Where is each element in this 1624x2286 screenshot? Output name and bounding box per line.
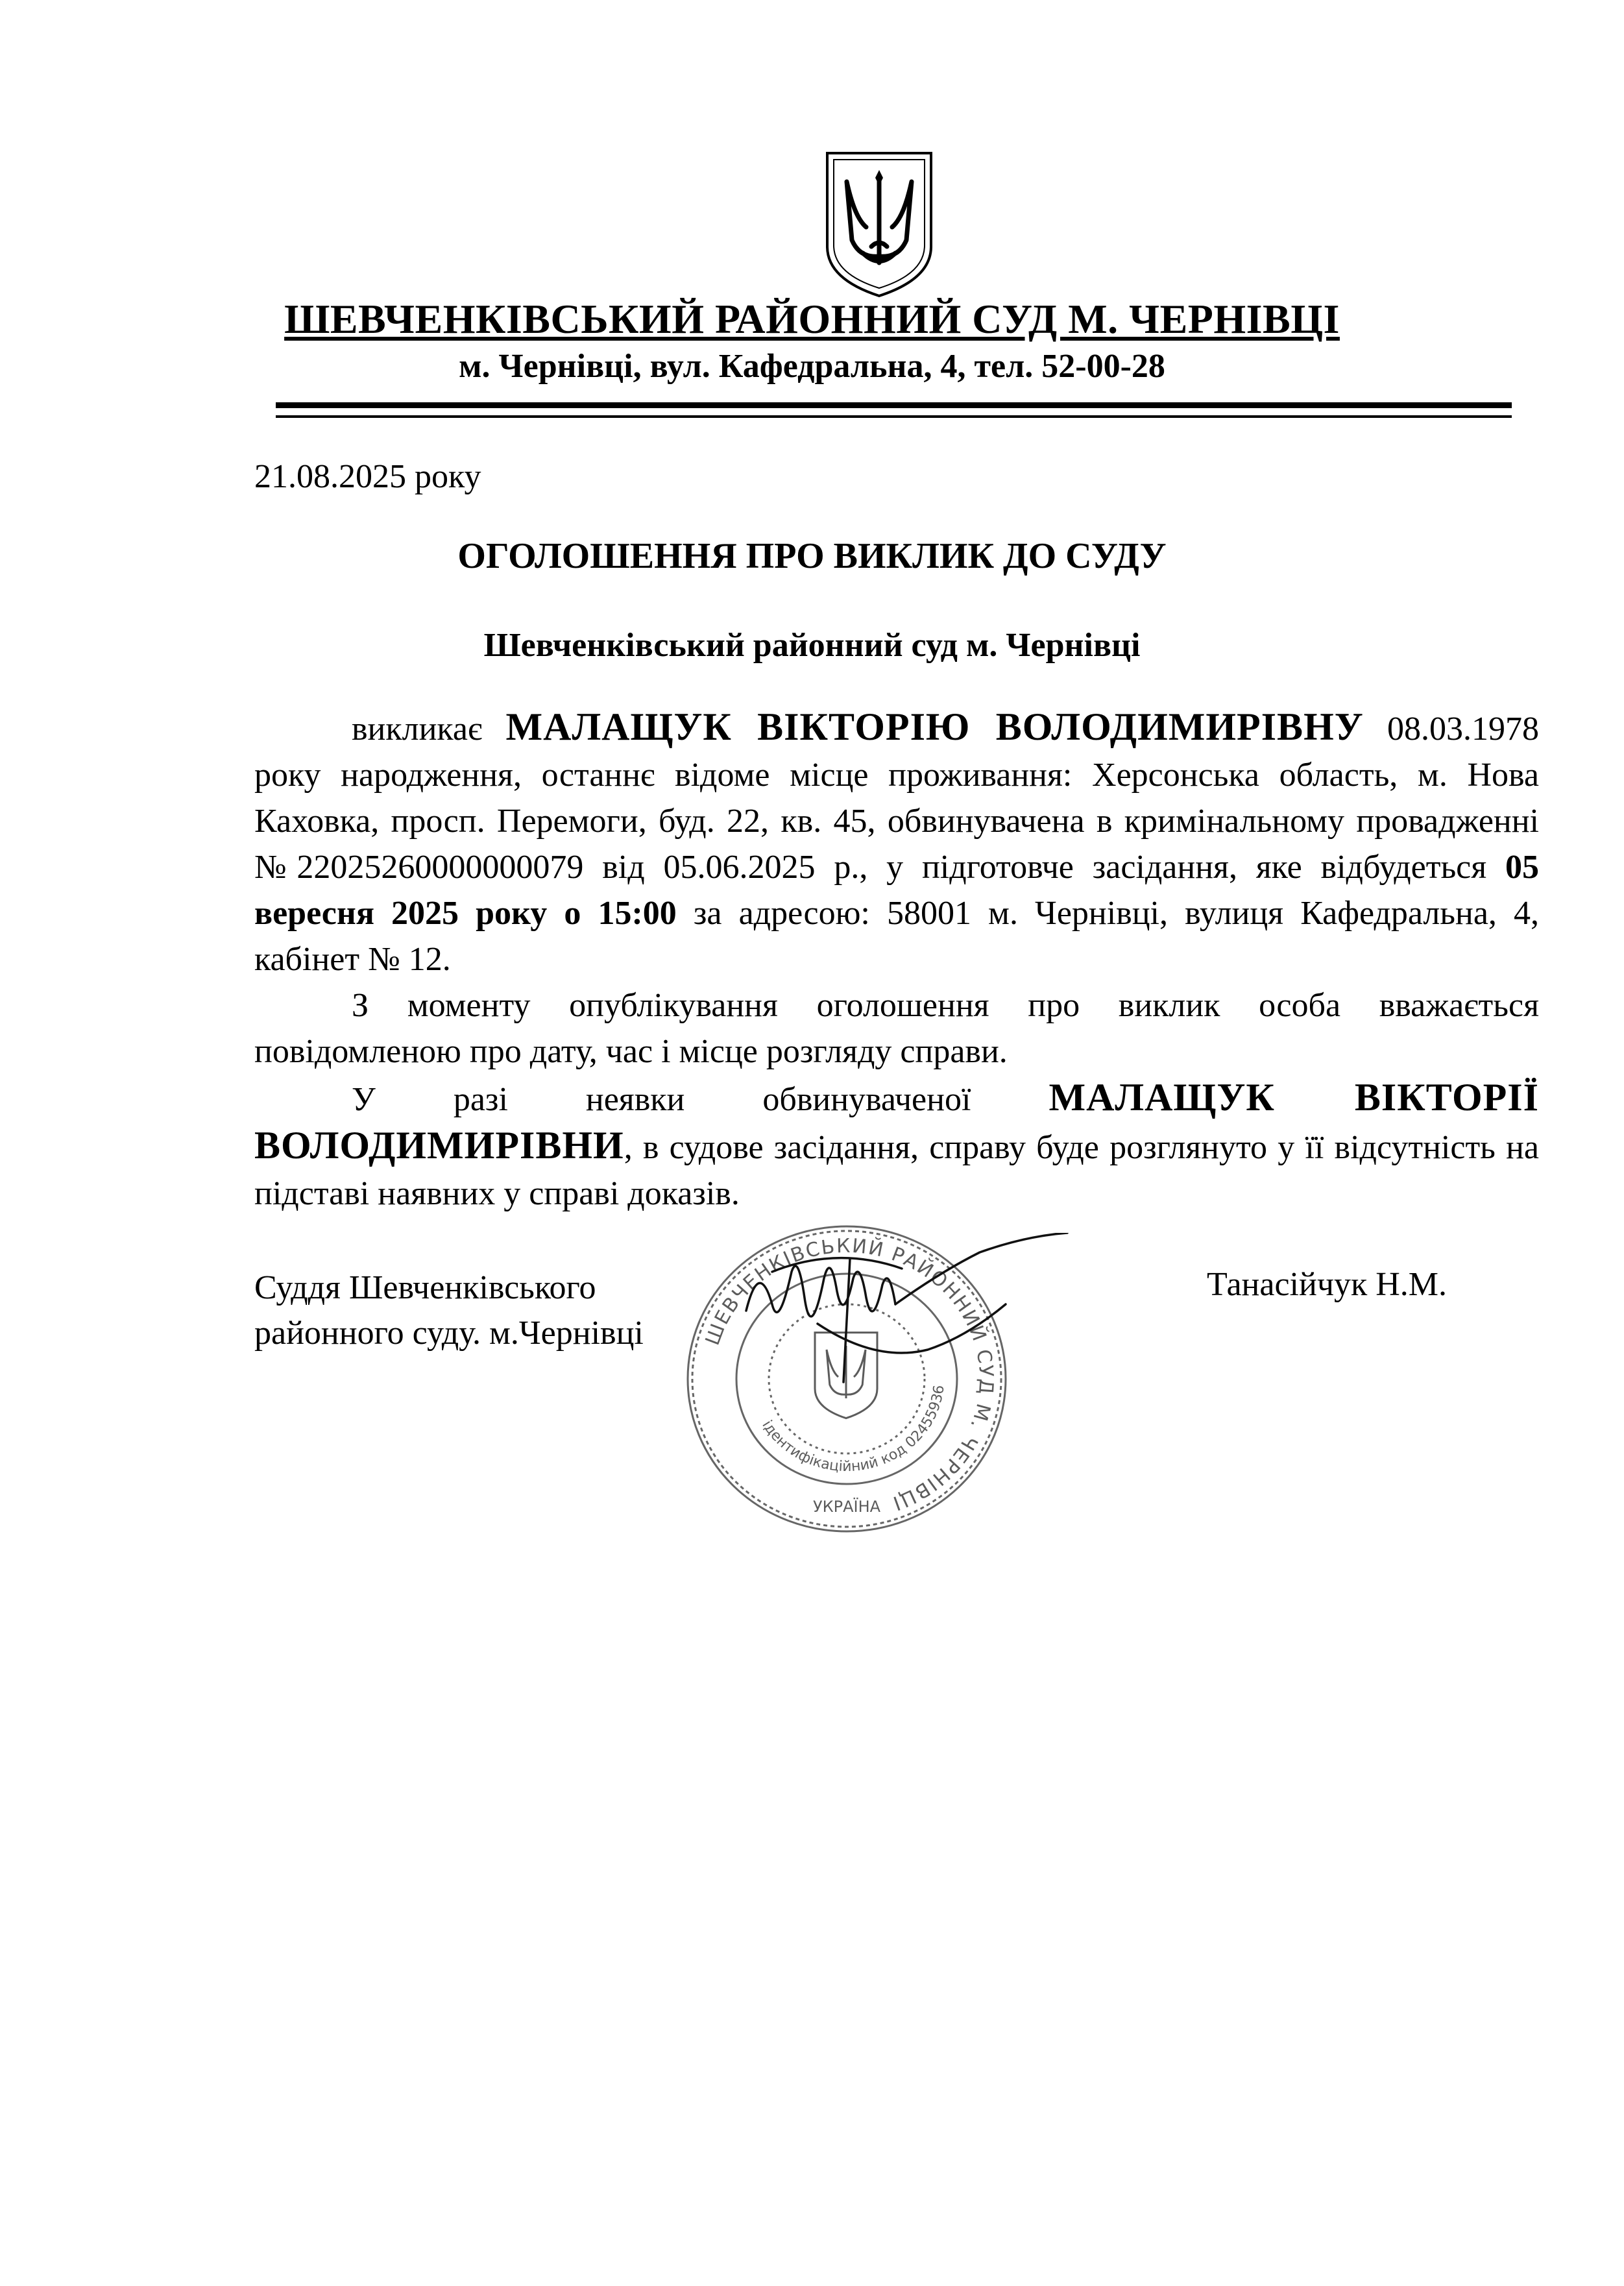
judge-position-line2: районного суду. м.Чернівці: [254, 1315, 644, 1352]
summons-verb: викликає: [352, 711, 483, 748]
seal-inner-text: ідентифікаційний код 02455936: [758, 1384, 948, 1476]
court-address: м. Чернівці, вул. Кафедральна, 4, тел. 52-00-28: [459, 348, 1165, 385]
accused-name: МАЛАЩУК ВІКТОРІЮ ВОЛОДИМИРІВНУ: [505, 705, 1364, 748]
document-subtitle: Шевченківський районний суд м. Чернівці: [483, 627, 1141, 664]
header-divider-thick: [276, 402, 1512, 408]
judge-position-line1: Суддя Шевченківського: [254, 1269, 596, 1306]
absence-text-b: , в судове засідання, справу буде розглянуто у її відсутність на підставі наявних у справі доказів.: [254, 1129, 1539, 1212]
document-title: ОГОЛОШЕННЯ ПРО ВИКЛИК ДО СУДУ: [457, 536, 1167, 576]
coat-of-arms-icon: [821, 149, 938, 298]
hearing-datetime: 05 вересня 2025 року о 15:00: [254, 849, 1540, 932]
seal-country-text: УКРАЇНА: [812, 1498, 881, 1516]
court-name: ШЕВЧЕНКІВСЬКИЙ РАЙОННИЙ СУД М. ЧЕРНІВЦІ: [284, 296, 1340, 342]
judge-name: Танасійчук Н.М.: [1207, 1266, 1448, 1303]
accused-name-genitive: МАЛАЩУК ВІКТОРІЇ ВОЛОДИМИРІВНИ: [254, 1076, 1539, 1167]
summons-body: [254, 704, 1539, 1217]
absence-text-a: У разі неявки обвинуваченої: [352, 1081, 971, 1118]
absence-paragraph: [254, 1075, 1539, 1217]
judge-signature: [733, 1233, 1071, 1389]
summons-details: 08.03.1978 року народження, останнє відоме місце проживання: Херсонська область, м. Нова Каховка, просп. Перемоги, буд. 22, кв. 45, обвинувачена в кримінальному провадженні №22025260000000079 від 05.06.2025 р., у підготовче засідання, яке відбудеться: [254, 711, 1539, 886]
notice-paragraph: З моменту опублікування оголошення про виклик особа вважається повідомленою про дату, час і місце розгляду справи.: [254, 987, 1539, 1070]
summons-paragraph: [254, 704, 1539, 982]
judge-position: [254, 1265, 644, 1356]
header-divider-thin: [276, 415, 1512, 418]
seal-outer-text: ШЕВЧЕНКІВСЬКИЙ РАЙОННИЙ СУД М. ЧЕРНІВЦІ: [701, 1234, 998, 1515]
hearing-address: за адресою: 58001 м. Чернівці, вулиця Кафедральна, 4, кабінет № 12.: [254, 895, 1540, 978]
document-date: 21.08.2025 року: [254, 458, 481, 495]
